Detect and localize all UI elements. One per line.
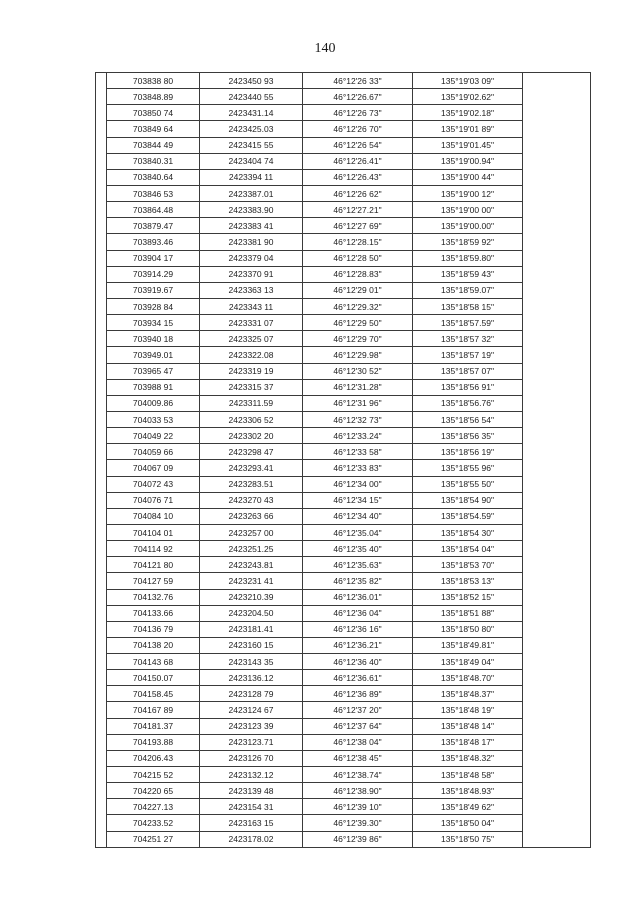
table-row <box>96 315 591 331</box>
x-coordinate-cell: 704251 27 <box>107 831 200 847</box>
table-row <box>96 589 591 605</box>
latitude-cell: 46°12'37 20" <box>303 702 413 718</box>
y-coordinate-cell: 2423306 52 <box>200 411 303 427</box>
y-coordinate-cell: 2423404 74 <box>200 153 303 169</box>
x-coordinate-cell: 703893.46 <box>107 234 200 250</box>
longitude-cell: 135°18'48.70" <box>413 670 523 686</box>
latitude-cell: 46°12'26 70" <box>303 121 413 137</box>
longitude-cell: 135°19'00.94" <box>413 153 523 169</box>
latitude-cell: 46°12'26 73" <box>303 105 413 121</box>
table-row <box>96 411 591 427</box>
table-row <box>96 395 591 411</box>
x-coordinate-cell: 703940 18 <box>107 331 200 347</box>
table-row <box>96 605 591 621</box>
x-coordinate-cell: 704076 71 <box>107 492 200 508</box>
longitude-cell: 135°18'58 15" <box>413 298 523 314</box>
latitude-cell: 46°12'28 50" <box>303 250 413 266</box>
latitude-cell: 46°12'36 89" <box>303 686 413 702</box>
y-coordinate-cell: 2423204.50 <box>200 605 303 621</box>
x-coordinate-cell: 704127 59 <box>107 573 200 589</box>
longitude-cell: 135°18'59 92" <box>413 234 523 250</box>
table-row <box>96 670 591 686</box>
table-row <box>96 137 591 153</box>
x-coordinate-cell: 704121 80 <box>107 557 200 573</box>
x-coordinate-cell: 704132.76 <box>107 589 200 605</box>
x-coordinate-cell: 704181.37 <box>107 718 200 734</box>
table-row <box>96 686 591 702</box>
latitude-cell: 46°12'29 01" <box>303 282 413 298</box>
x-coordinate-cell: 704104 01 <box>107 524 200 540</box>
longitude-cell: 135°19'02.62" <box>413 89 523 105</box>
x-coordinate-cell: 703864.48 <box>107 202 200 218</box>
latitude-cell: 46°12'34 15" <box>303 492 413 508</box>
y-coordinate-cell: 2423128 79 <box>200 686 303 702</box>
x-coordinate-cell: 704143 68 <box>107 654 200 670</box>
y-coordinate-cell: 2423440 55 <box>200 89 303 105</box>
x-coordinate-cell: 703838 80 <box>107 73 200 89</box>
table-row <box>96 379 591 395</box>
y-coordinate-cell: 2423394 11 <box>200 169 303 185</box>
x-coordinate-cell: 704233.52 <box>107 815 200 831</box>
longitude-cell: 135°19'03 09" <box>413 73 523 89</box>
table-row <box>96 428 591 444</box>
x-coordinate-cell: 704227.13 <box>107 799 200 815</box>
x-coordinate-cell: 704193.88 <box>107 734 200 750</box>
y-coordinate-cell: 2423154 31 <box>200 799 303 815</box>
x-coordinate-cell: 703914.29 <box>107 266 200 282</box>
y-coordinate-cell: 2423163 15 <box>200 815 303 831</box>
longitude-cell: 135°18'54 30" <box>413 524 523 540</box>
x-coordinate-cell: 704114 92 <box>107 541 200 557</box>
latitude-cell: 46°12'26.41" <box>303 153 413 169</box>
latitude-cell: 46°12'36.61" <box>303 670 413 686</box>
y-coordinate-cell: 2423123 39 <box>200 718 303 734</box>
longitude-cell: 135°19'00 12" <box>413 185 523 201</box>
y-coordinate-cell: 2423143 35 <box>200 654 303 670</box>
x-coordinate-cell: 703846 53 <box>107 185 200 201</box>
x-coordinate-cell: 703904 17 <box>107 250 200 266</box>
table-row <box>96 750 591 766</box>
y-coordinate-cell: 2423343 11 <box>200 298 303 314</box>
y-coordinate-cell: 2423181.41 <box>200 621 303 637</box>
longitude-cell: 135°18'55 96" <box>413 460 523 476</box>
table-row <box>96 250 591 266</box>
y-coordinate-cell: 2423331 07 <box>200 315 303 331</box>
latitude-cell: 46°12'32 73" <box>303 411 413 427</box>
x-coordinate-cell: 703844 49 <box>107 137 200 153</box>
longitude-cell: 135°18'56 54" <box>413 411 523 427</box>
x-coordinate-cell: 703934 15 <box>107 315 200 331</box>
y-coordinate-cell: 2423270 43 <box>200 492 303 508</box>
table-row <box>96 282 591 298</box>
latitude-cell: 46°12'34 40" <box>303 508 413 524</box>
latitude-cell: 46°12'37 64" <box>303 718 413 734</box>
y-coordinate-cell: 2423379 04 <box>200 250 303 266</box>
latitude-cell: 46°12'33 58" <box>303 444 413 460</box>
table-row <box>96 185 591 201</box>
right-notes-cell <box>523 73 591 848</box>
y-coordinate-cell: 2423293.41 <box>200 460 303 476</box>
table-row <box>96 331 591 347</box>
x-coordinate-cell: 704059 66 <box>107 444 200 460</box>
latitude-cell: 46°12'31 96" <box>303 395 413 411</box>
latitude-cell: 46°12'28.15" <box>303 234 413 250</box>
table-row <box>96 734 591 750</box>
table-row <box>96 815 591 831</box>
x-coordinate-cell: 704009.86 <box>107 395 200 411</box>
longitude-cell: 135°18'57 19" <box>413 347 523 363</box>
longitude-cell: 135°18'48.32" <box>413 750 523 766</box>
table-row <box>96 218 591 234</box>
x-coordinate-cell: 704206.43 <box>107 750 200 766</box>
table-row <box>96 492 591 508</box>
longitude-cell: 135°18'48 17" <box>413 734 523 750</box>
table-row <box>96 783 591 799</box>
x-coordinate-cell: 704215 52 <box>107 767 200 783</box>
longitude-cell: 135°18'48 58" <box>413 767 523 783</box>
page-number: 140 <box>314 41 336 56</box>
longitude-cell: 135°18'56 35" <box>413 428 523 444</box>
table-row <box>96 637 591 653</box>
longitude-cell: 135°18'51 88" <box>413 605 523 621</box>
longitude-cell: 135°18'57 32" <box>413 331 523 347</box>
table-row <box>96 202 591 218</box>
table-row <box>96 621 591 637</box>
longitude-cell: 135°19'02.18" <box>413 105 523 121</box>
y-coordinate-cell: 2423132.12 <box>200 767 303 783</box>
table-row <box>96 573 591 589</box>
latitude-cell: 46°12'27.21" <box>303 202 413 218</box>
table-row <box>96 541 591 557</box>
latitude-cell: 46°12'36 40" <box>303 654 413 670</box>
longitude-cell: 135°18'53 13" <box>413 573 523 589</box>
y-coordinate-cell: 2423263 66 <box>200 508 303 524</box>
x-coordinate-cell: 704084 10 <box>107 508 200 524</box>
y-coordinate-cell: 2423124 67 <box>200 702 303 718</box>
latitude-cell: 46°12'35.04" <box>303 524 413 540</box>
latitude-cell: 46°12'30 52" <box>303 363 413 379</box>
y-coordinate-cell: 2423387.01 <box>200 185 303 201</box>
x-coordinate-cell: 704138 20 <box>107 637 200 653</box>
x-coordinate-cell: 704136 79 <box>107 621 200 637</box>
coordinates-table-body <box>96 73 591 848</box>
y-coordinate-cell: 2423431.14 <box>200 105 303 121</box>
y-coordinate-cell: 2423383 41 <box>200 218 303 234</box>
longitude-cell: 135°18'54 90" <box>413 492 523 508</box>
longitude-cell: 135°18'59.07" <box>413 282 523 298</box>
y-coordinate-cell: 2423139 48 <box>200 783 303 799</box>
x-coordinate-cell: 703879.47 <box>107 218 200 234</box>
latitude-cell: 46°12'36.21" <box>303 637 413 653</box>
longitude-cell: 135°19'00.00" <box>413 218 523 234</box>
latitude-cell: 46°12'28.83" <box>303 266 413 282</box>
table-row <box>96 767 591 783</box>
latitude-cell: 46°12'39 10" <box>303 799 413 815</box>
table-row <box>96 508 591 524</box>
longitude-cell: 135°18'59.80" <box>413 250 523 266</box>
y-coordinate-cell: 2423311.59 <box>200 395 303 411</box>
x-coordinate-cell: 704220 65 <box>107 783 200 799</box>
longitude-cell: 135°18'56.76" <box>413 395 523 411</box>
x-coordinate-cell: 703928 84 <box>107 298 200 314</box>
y-coordinate-cell: 2423383.90 <box>200 202 303 218</box>
latitude-cell: 46°12'26 62" <box>303 185 413 201</box>
y-coordinate-cell: 2423302 20 <box>200 428 303 444</box>
latitude-cell: 46°12'26.67" <box>303 89 413 105</box>
table-row <box>96 363 591 379</box>
table-row <box>96 702 591 718</box>
longitude-cell: 135°18'57 07" <box>413 363 523 379</box>
y-coordinate-cell: 2423283.51 <box>200 476 303 492</box>
longitude-cell: 135°19'00 44" <box>413 169 523 185</box>
longitude-cell: 135°18'53 70" <box>413 557 523 573</box>
latitude-cell: 46°12'29 50" <box>303 315 413 331</box>
latitude-cell: 46°12'39.30" <box>303 815 413 831</box>
table-row <box>96 266 591 282</box>
latitude-cell: 46°12'35 40" <box>303 541 413 557</box>
longitude-cell: 135°18'48.37" <box>413 686 523 702</box>
longitude-cell: 135°18'57.59" <box>413 315 523 331</box>
latitude-cell: 46°12'35.63" <box>303 557 413 573</box>
table-row <box>96 654 591 670</box>
latitude-cell: 46°12'33 83" <box>303 460 413 476</box>
y-coordinate-cell: 2423415 55 <box>200 137 303 153</box>
y-coordinate-cell: 2423160 15 <box>200 637 303 653</box>
latitude-cell: 46°12'36 04" <box>303 605 413 621</box>
table-row <box>96 121 591 137</box>
table-row <box>96 831 591 847</box>
y-coordinate-cell: 2423325 07 <box>200 331 303 347</box>
y-coordinate-cell: 2423319 19 <box>200 363 303 379</box>
y-coordinate-cell: 2423210.39 <box>200 589 303 605</box>
table-row <box>96 298 591 314</box>
x-coordinate-cell: 703919.67 <box>107 282 200 298</box>
latitude-cell: 46°12'26.43" <box>303 169 413 185</box>
table-row <box>96 89 591 105</box>
longitude-cell: 135°18'54 04" <box>413 541 523 557</box>
longitude-cell: 135°18'52 15" <box>413 589 523 605</box>
latitude-cell: 46°12'29.32" <box>303 298 413 314</box>
x-coordinate-cell: 703848.89 <box>107 89 200 105</box>
y-coordinate-cell: 2423315 37 <box>200 379 303 395</box>
y-coordinate-cell: 2423450 93 <box>200 73 303 89</box>
table-row <box>96 524 591 540</box>
table-row <box>96 476 591 492</box>
x-coordinate-cell: 703949.01 <box>107 347 200 363</box>
latitude-cell: 46°12'27 69" <box>303 218 413 234</box>
longitude-cell: 135°18'48.93" <box>413 783 523 799</box>
y-coordinate-cell: 2423136.12 <box>200 670 303 686</box>
latitude-cell: 46°12'39 86" <box>303 831 413 847</box>
latitude-cell: 46°12'34 00" <box>303 476 413 492</box>
latitude-cell: 46°12'38 04" <box>303 734 413 750</box>
latitude-cell: 46°12'29 70" <box>303 331 413 347</box>
x-coordinate-cell: 704033 53 <box>107 411 200 427</box>
latitude-cell: 46°12'36 16" <box>303 621 413 637</box>
table-row <box>96 169 591 185</box>
longitude-cell: 135°18'50 04" <box>413 815 523 831</box>
latitude-cell: 46°12'26 33" <box>303 73 413 89</box>
x-coordinate-cell: 704072 43 <box>107 476 200 492</box>
x-coordinate-cell: 703965 47 <box>107 363 200 379</box>
latitude-cell: 46°12'26 54" <box>303 137 413 153</box>
longitude-cell: 135°18'48 14" <box>413 718 523 734</box>
x-coordinate-cell: 703840.31 <box>107 153 200 169</box>
x-coordinate-cell: 704167 89 <box>107 702 200 718</box>
x-coordinate-cell: 703988 91 <box>107 379 200 395</box>
x-coordinate-cell: 704049 22 <box>107 428 200 444</box>
longitude-cell: 135°18'54.59" <box>413 508 523 524</box>
x-coordinate-cell: 703850 74 <box>107 105 200 121</box>
table-row <box>96 799 591 815</box>
y-coordinate-cell: 2423231 41 <box>200 573 303 589</box>
latitude-cell: 46°12'38.90" <box>303 783 413 799</box>
longitude-cell: 135°19'00 00" <box>413 202 523 218</box>
table-row <box>96 444 591 460</box>
y-coordinate-cell: 2423298 47 <box>200 444 303 460</box>
x-coordinate-cell: 704150.07 <box>107 670 200 686</box>
longitude-cell: 135°19'01 89" <box>413 121 523 137</box>
y-coordinate-cell: 2423178.02 <box>200 831 303 847</box>
longitude-cell: 135°19'01.45" <box>413 137 523 153</box>
latitude-cell: 46°12'38.74" <box>303 767 413 783</box>
y-coordinate-cell: 2423257 00 <box>200 524 303 540</box>
x-coordinate-cell: 704158.45 <box>107 686 200 702</box>
y-coordinate-cell: 2423381 90 <box>200 234 303 250</box>
table-row <box>96 347 591 363</box>
latitude-cell: 46°12'33.24" <box>303 428 413 444</box>
y-coordinate-cell: 2423126 70 <box>200 750 303 766</box>
latitude-cell: 46°12'36.01" <box>303 589 413 605</box>
longitude-cell: 135°18'50 80" <box>413 621 523 637</box>
table-row <box>96 73 591 89</box>
latitude-cell: 46°12'29.98" <box>303 347 413 363</box>
x-coordinate-cell: 704133.66 <box>107 605 200 621</box>
y-coordinate-cell: 2423243.81 <box>200 557 303 573</box>
latitude-cell: 46°12'38 45" <box>303 750 413 766</box>
table-row <box>96 557 591 573</box>
y-coordinate-cell: 2423322.08 <box>200 347 303 363</box>
longitude-cell: 135°18'50 75" <box>413 831 523 847</box>
y-coordinate-cell: 2423370 91 <box>200 266 303 282</box>
table-row <box>96 718 591 734</box>
longitude-cell: 135°18'49 62" <box>413 799 523 815</box>
longitude-cell: 135°18'56 19" <box>413 444 523 460</box>
y-coordinate-cell: 2423123.71 <box>200 734 303 750</box>
longitude-cell: 135°18'55 50" <box>413 476 523 492</box>
y-coordinate-cell: 2423251.25 <box>200 541 303 557</box>
latitude-cell: 46°12'35 82" <box>303 573 413 589</box>
left-margin-cell <box>96 73 107 848</box>
longitude-cell: 135°18'49 04" <box>413 654 523 670</box>
coordinates-table <box>95 72 591 848</box>
y-coordinate-cell: 2423425.03 <box>200 121 303 137</box>
x-coordinate-cell: 703840.64 <box>107 169 200 185</box>
table-row <box>96 105 591 121</box>
latitude-cell: 46°12'31.28" <box>303 379 413 395</box>
longitude-cell: 135°18'48 19" <box>413 702 523 718</box>
table-row <box>96 234 591 250</box>
x-coordinate-cell: 703849 64 <box>107 121 200 137</box>
longitude-cell: 135°18'56 91" <box>413 379 523 395</box>
table-row <box>96 153 591 169</box>
longitude-cell: 135°18'59 43" <box>413 266 523 282</box>
table-row <box>96 460 591 476</box>
y-coordinate-cell: 2423363 13 <box>200 282 303 298</box>
x-coordinate-cell: 704067 09 <box>107 460 200 476</box>
longitude-cell: 135°18'49.81" <box>413 637 523 653</box>
